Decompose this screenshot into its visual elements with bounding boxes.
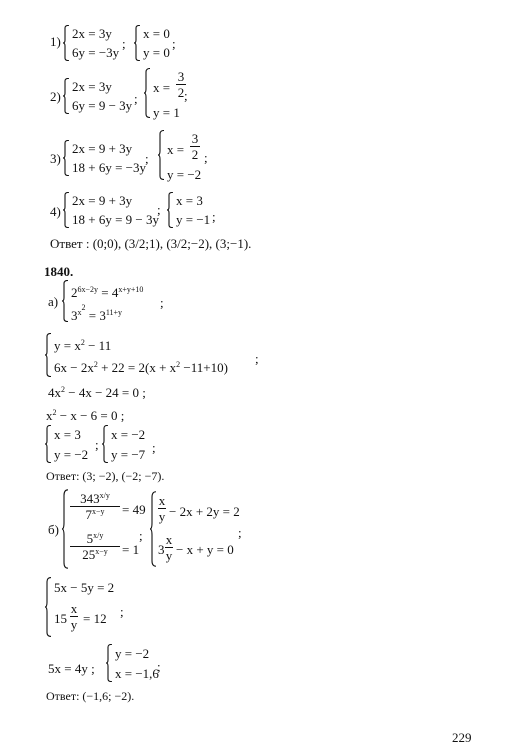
separator: ; (122, 36, 126, 51)
brace-icon (63, 192, 70, 228)
part-b-system-1 (62, 489, 146, 569)
equation: 2x = 9 + 3y (72, 141, 133, 156)
separator: ; (139, 528, 143, 543)
brace-icon (45, 333, 52, 377)
equation: x = (167, 142, 185, 157)
equation: y = −7 (111, 447, 146, 462)
item-1-label: 1) (50, 34, 61, 49)
brace-icon (158, 130, 165, 180)
brace-icon (63, 25, 70, 61)
fraction: x y (158, 493, 166, 524)
part-b-answer: Ответ: (−1,6; −2). (46, 689, 135, 703)
part-a-system-2 (45, 333, 255, 377)
brace-icon (144, 68, 151, 118)
brace-icon (63, 78, 70, 114)
separator: ; (238, 525, 242, 540)
part-b-system-2 (150, 491, 245, 567)
equation: 15 (54, 611, 67, 626)
equation: x = 3 (176, 193, 203, 208)
separator: ; (145, 151, 149, 166)
equation: x = 3 (54, 427, 81, 442)
separator: ; (157, 202, 161, 217)
equation: $2^{6x-2y} = 4^{x+y+10}$ (71, 285, 144, 300)
item-3-label: 3) (50, 151, 61, 166)
equation: x = −2 (111, 427, 146, 442)
item-4-label: 4) (50, 204, 61, 219)
brace-icon (134, 25, 141, 61)
item-2-label: 2) (50, 89, 61, 104)
equation: 6y = −3y (72, 45, 120, 60)
equation: $3^{x^2} = 3^{11+y}$ (71, 303, 123, 323)
separator: ; (172, 36, 176, 51)
separator: ; (157, 659, 161, 674)
fraction: $343^{x/y}$ $7^{x-y}$ (70, 492, 120, 521)
problem-number: 1840. (44, 264, 74, 279)
separator: ; (212, 209, 216, 224)
brace-icon (62, 280, 69, 322)
equation: x = −1,6 (115, 666, 159, 681)
equation: y = −2 (54, 447, 89, 462)
equation: 2x = 3y (72, 26, 112, 41)
brace-icon (150, 491, 157, 567)
equation: x = (153, 80, 171, 95)
fraction: 3 2 (177, 69, 185, 100)
equation-quadratic-1: $4x^2 - 4x - 24 = 0$ ; (48, 385, 146, 400)
equation: 2x = 3y (72, 79, 112, 94)
equation: y = −1 (176, 212, 211, 227)
equation-5x-4y: 5x = 4y ; (48, 661, 95, 676)
equation: $y = x^2 - 11$ (54, 338, 112, 353)
brace-icon (45, 425, 52, 463)
equation: 5x − 5y = 2 (54, 580, 115, 595)
equation: y = −2 (167, 167, 202, 182)
part-a-root-2 (102, 425, 157, 463)
equation: $6x - 2x^2 + 22 = 2(x + x^2 -11+10)$ (54, 360, 228, 375)
equation: 3 (158, 542, 165, 557)
equation: y = 1 (153, 105, 180, 120)
equation: 2x = 9 + 3y (72, 193, 133, 208)
equation: − x + y = 0 (176, 542, 234, 557)
part-b-label: б) (48, 522, 59, 537)
answer-1: Ответ : (0;0), (3/2;1), (3/2;−2), (3;−1). (50, 236, 252, 251)
item-3-system-a (63, 140, 153, 176)
separator: ; (204, 150, 208, 165)
item-3-system-b (158, 130, 208, 180)
brace-icon (167, 192, 174, 228)
equation: x = 0 (143, 26, 170, 41)
separator: ; (95, 437, 99, 452)
item-2-system-a (63, 78, 143, 114)
brace-icon (106, 644, 113, 682)
separator: ; (152, 440, 156, 455)
equation: 6y = 9 − 3y (72, 98, 133, 113)
brace-icon (102, 425, 109, 463)
brace-icon (45, 577, 52, 637)
separator: ; (120, 604, 124, 619)
separator: ; (160, 295, 164, 310)
separator: ; (184, 88, 188, 103)
part-a-answer: Ответ: (3; −2), (−2; −7). (46, 469, 165, 483)
item-4-system-a (63, 192, 163, 228)
fraction: 3 2 (191, 131, 199, 162)
equation: − 2x + 2y = 2 (169, 504, 240, 519)
equation: y = 0 (143, 45, 170, 60)
equation: = 49 (122, 502, 146, 517)
equation: = 1 (122, 542, 140, 557)
part-a-root-1 (45, 425, 95, 463)
brace-icon (62, 489, 69, 569)
part-a-system-1 (62, 280, 162, 322)
equation-quadratic-2: $x^2 - x - 6 = 0$ ; (46, 408, 125, 423)
fraction: $5^{x/y}$ $25^{x-y}$ (70, 532, 120, 561)
equation: 18 + 6y = −3y (72, 160, 146, 175)
item-4-system-b (167, 192, 217, 228)
page-number: 229 (452, 730, 472, 745)
part-a-label: а) (48, 294, 59, 309)
fraction: x y (165, 532, 173, 563)
brace-icon (63, 140, 70, 176)
equation: 18 + 6y = 9 − 3y (72, 212, 159, 227)
equation: = 12 (83, 611, 107, 626)
equation: y = −2 (115, 646, 150, 661)
separator: ; (255, 351, 259, 366)
separator: ; (134, 91, 138, 106)
fraction: x y (70, 601, 78, 632)
